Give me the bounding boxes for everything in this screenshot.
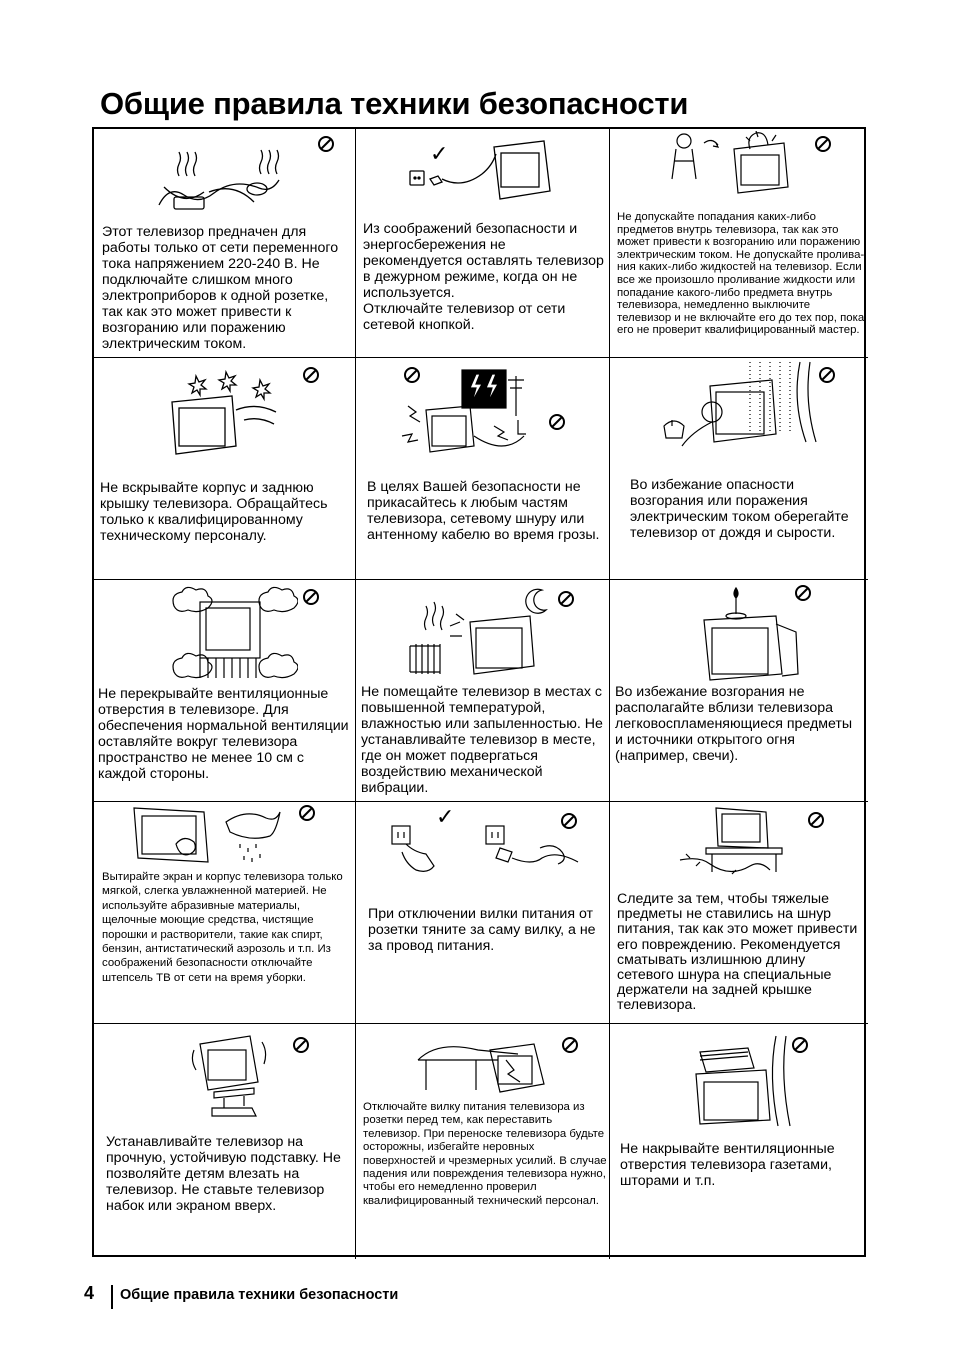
check-icon: ✓ [430, 142, 449, 167]
cell-liquids [610, 129, 868, 358]
prohibited-icon [548, 413, 566, 431]
footer-divider [111, 1285, 113, 1309]
prohibited-icon [557, 590, 575, 608]
prohibited-icon [818, 366, 836, 384]
illustration-overloaded-outlet [149, 147, 289, 222]
cell-cord [610, 802, 868, 1024]
cell-text: Этот телевизор предначен для работы только от сети переменного тока напряжением 220-240 В. Не подключайте слишком много электроприборов к одной розетке, так как это может привести к возгоранию или поражению электрическим током. [102, 224, 339, 352]
cell-text: Не накрывайте вентиляционные отверстия телевизора газетами, шторами и т.п. [620, 1141, 835, 1189]
prohibited-icon [560, 812, 578, 830]
cell-text: Во избежание возгорания не располагайте вблизи телевизора легковоспламеняющиеся предметы и источники открытого огня (например, свечи). [615, 684, 853, 764]
cell-text: Во избежание опасности возгорания или поражения электрическим током оберегайте телевизор от дождя и сырости. [630, 477, 849, 541]
cell-storm [356, 358, 610, 580]
cell-rain [610, 358, 868, 580]
cell-text: Отключайте вилку питания телевизора из розетки перед тем, как переставить телевизор. При переноске телевизора будьте осторожны, избегайте неровных поверхностей и чрезмерных усилий. В случае падения или повреждения телевизора нужно, чтобы его немедленно проверил квалифицированный технический персонал. [363, 1101, 607, 1207]
cell-cover [610, 1024, 868, 1259]
prohibited-icon [292, 1036, 310, 1054]
prohibited-icon [807, 811, 825, 829]
prohibited-icon [302, 588, 320, 606]
safety-grid [92, 127, 866, 1257]
cell-text: Не перекрывайте вентиляционные отверстия в телевизоре. Для обеспечения нормальной вентиляции оставляйте вокруг телевизора пространство не менее 10 см с каждой стороны. [98, 686, 349, 782]
page-number: 4 [84, 1283, 95, 1303]
illustration-rain-tv [650, 360, 820, 460]
prohibited-icon [302, 366, 320, 384]
cell-flame [610, 580, 868, 802]
prohibited-icon [814, 135, 832, 153]
prohibited-icon [794, 584, 812, 602]
footer-title: Общие правила техники безопасности [120, 1287, 399, 1303]
cell-power-voltage [94, 129, 356, 358]
cell-text: Устанавливайте телевизор на прочную, устойчивую подставку. Не позволяйте детям влезать на телевизор. Не ставьте телевизор набок или экраном вверх. [106, 1134, 341, 1214]
illustration-tv-unplugged [406, 139, 556, 209]
cell-heat [356, 580, 610, 802]
illustration-cleaning-tv [130, 804, 290, 866]
illustration-vase-on-tv [666, 131, 806, 201]
cell-text: При отключении вилки питания от розетки тяните за саму вилку, а не за провод питания. [368, 906, 596, 954]
prohibited-icon [317, 135, 335, 153]
cell-text: Не допускайте попадания каких-либо предметов внутрь телевизора, так как это может привести к возгоранию или поражению электрическим током. Не допускайте проливания каких-либо жидкостей на телевизор. Если все же произошло проливание жидкости или попадание какого-либо предмета внутрь телевизора, немедленно выключите телевизор и не включайте его до тех пор, пока его не проверит квалифицированный мастер. [617, 211, 865, 337]
cell-cleaning [94, 802, 356, 1024]
cell-text: Не вскрывайте корпус и заднюю крышку телевизора. Обращайтесь только к квалифицированному техническому персоналу. [100, 480, 328, 544]
prohibited-icon [403, 366, 421, 384]
illustration-candle-tv [698, 584, 808, 684]
prohibited-icon [298, 804, 316, 822]
cell-cabinet [94, 358, 356, 580]
prohibited-icon [561, 1036, 579, 1054]
cell-text: Из соображений безопасности и энергосбережения не рекомендуется оставлять телевизор в дежурном режиме, когда он не используется. Отключайте телевизор от сети сетевой кнопкой. [363, 221, 604, 333]
illustration-pulling-plug [390, 822, 590, 884]
illustration-unstable-tv [190, 1030, 280, 1120]
cell-moving [356, 1024, 610, 1259]
illustration-ventilation-space [168, 586, 298, 681]
cell-ventilation [94, 580, 356, 802]
cell-text: Не помещайте телевизор в местах с повышенной температурой, влажностью или запыленностью. Не устанавливайте телевизор в месте, где он может подвергаться воздействию механической вибрации. [361, 684, 603, 796]
illustration-opening-cabinet [164, 370, 294, 460]
illustration-covered-tv [686, 1034, 796, 1129]
cell-plug [356, 802, 610, 1024]
check-icon: ✓ [436, 805, 455, 830]
cell-text: В целях Вашей безопасности не прикасайтесь к любым частям телевизора, сетевому шнуру или антенному кабелю во время грозы. [367, 479, 600, 543]
cell-text: Следите за тем, чтобы тяжелые предметы не ставились на шнур питания, так как это может привести его повреждению. Рекомендуется сматывать излишнюю длину сетевого шнура на специальные держатели на задней крышке телевизора. [617, 891, 858, 1014]
cell-standby [356, 129, 610, 358]
illustration-tv-on-cord [676, 804, 796, 882]
cell-stand [94, 1024, 356, 1259]
page-title: Общие правила техники безопасности [100, 86, 689, 121]
illustration-falling-tv [416, 1030, 556, 1098]
illustration-heater-tv [406, 586, 556, 678]
prohibited-icon [791, 1036, 809, 1054]
cell-text: Вытирайте экран и корпус телевизора только мягкой, слегка увлажненной материей. Не используйте абразивные материалы, щелочные моющие средства, чистящие порошки и растворители, такие как спирт, бензин, антистатический аэрозоль и т.п. Из соображений безопасности отключайте штепсель ТВ от сети на время уборки. [102, 871, 343, 984]
